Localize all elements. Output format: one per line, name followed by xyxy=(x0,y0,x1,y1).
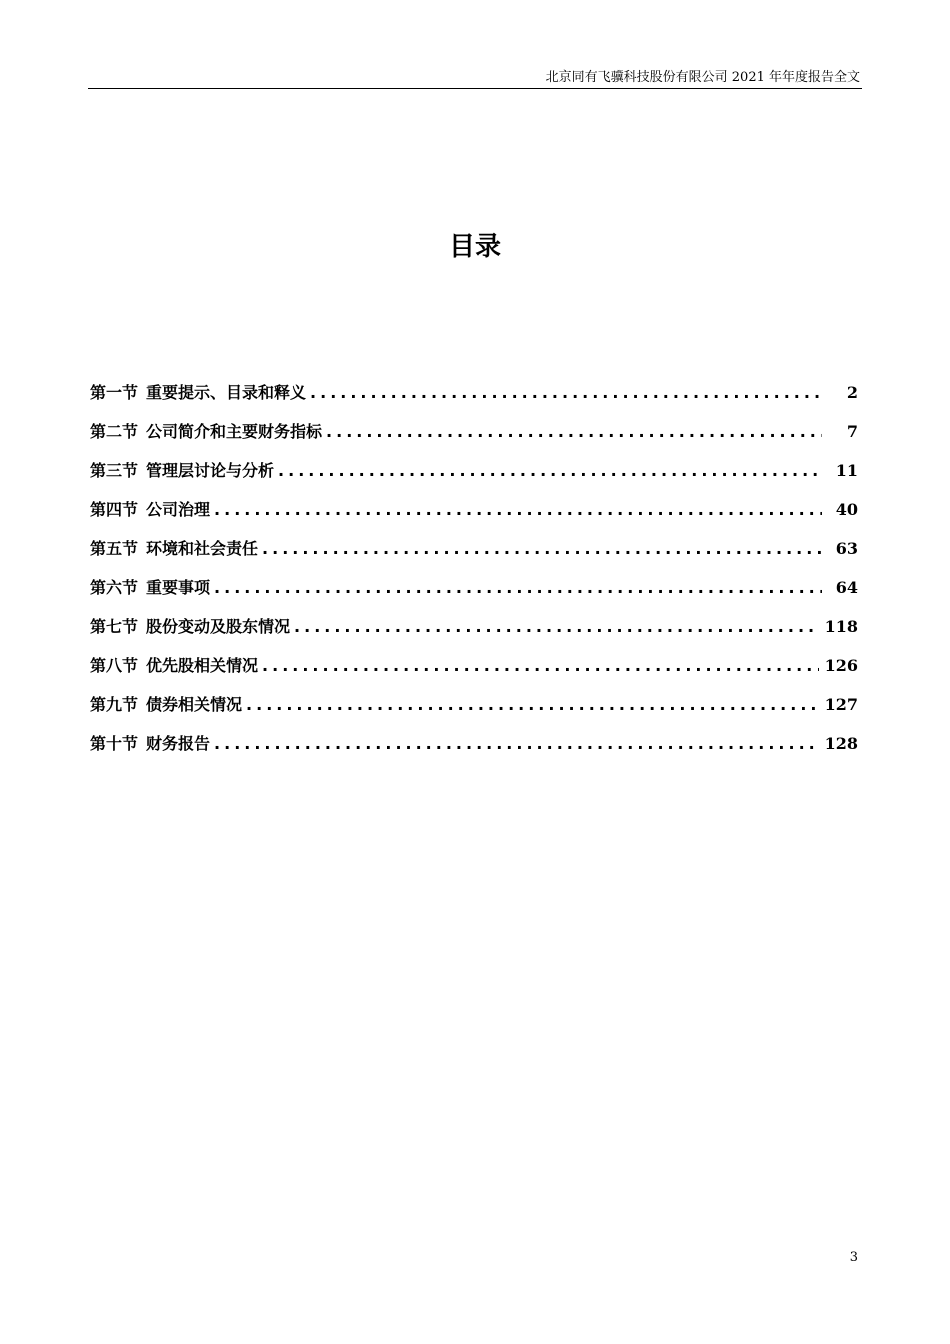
toc-section-number: 第三节 xyxy=(90,461,139,480)
toc-leader-dots xyxy=(262,539,822,558)
toc-page-number: 128 xyxy=(824,734,858,753)
document-title: 北京同有飞骥科技股份有限公司 2021 年年度报告全文 xyxy=(545,70,860,85)
header-divider xyxy=(88,88,862,89)
toc-section-number: 第一节 xyxy=(90,383,139,402)
toc-page-number: 127 xyxy=(824,695,858,714)
toc-page-number: 64 xyxy=(835,578,858,597)
toc-entry[interactable] xyxy=(90,458,858,497)
toc-leader-dots xyxy=(214,578,822,597)
toc-section-label: 环境和社会责任 xyxy=(146,539,259,558)
toc-section-number: 第二节 xyxy=(90,422,139,441)
toc-title: 目录 xyxy=(448,232,501,262)
toc-entry[interactable] xyxy=(90,380,858,419)
toc-section-label: 财务报告 xyxy=(146,734,211,753)
toc-section-number: 第四节 xyxy=(90,500,139,519)
toc-leader-dots xyxy=(214,734,819,753)
toc-section-number: 第九节 xyxy=(90,695,139,714)
toc-section-number: 第八节 xyxy=(90,656,139,675)
toc-entry[interactable] xyxy=(90,653,858,692)
toc-section-label: 股份变动及股东情况 xyxy=(146,617,291,636)
toc-section-number: 第五节 xyxy=(90,539,139,558)
toc-leader-dots xyxy=(262,656,819,675)
toc-entry[interactable] xyxy=(90,692,858,731)
toc-section-label: 重要提示、目录和释义 xyxy=(146,383,307,402)
toc-entry[interactable] xyxy=(90,575,858,614)
toc-page-number: 126 xyxy=(824,656,858,675)
toc-section-number: 第六节 xyxy=(90,578,139,597)
toc-page-number: 7 xyxy=(846,422,858,441)
toc-page-number: 40 xyxy=(835,500,858,519)
toc-leader-dots xyxy=(294,617,819,636)
table-of-contents xyxy=(90,380,858,770)
toc-section-label: 债券相关情况 xyxy=(146,695,243,714)
toc-entry[interactable] xyxy=(90,614,858,653)
toc-leader-dots xyxy=(326,422,822,441)
toc-section-number: 第七节 xyxy=(90,617,139,636)
toc-section-label: 公司治理 xyxy=(146,500,211,519)
toc-page-number: 63 xyxy=(835,539,858,558)
toc-leader-dots xyxy=(310,383,822,402)
toc-entry[interactable] xyxy=(90,536,858,575)
toc-entry[interactable] xyxy=(90,419,858,458)
toc-section-label: 重要事项 xyxy=(146,578,211,597)
toc-entry[interactable] xyxy=(90,497,858,536)
toc-section-label: 管理层讨论与分析 xyxy=(146,461,275,480)
toc-leader-dots xyxy=(214,500,822,519)
toc-section-number: 第十节 xyxy=(90,734,139,753)
toc-leader-dots xyxy=(246,695,819,714)
toc-page-number: 11 xyxy=(835,461,858,480)
toc-section-label: 公司简介和主要财务指标 xyxy=(146,422,323,441)
page-number: 3 xyxy=(849,1250,858,1265)
toc-section-label: 优先股相关情况 xyxy=(146,656,259,675)
toc-page-number: 118 xyxy=(824,617,858,636)
toc-page-number: 2 xyxy=(846,383,858,402)
toc-leader-dots xyxy=(278,461,822,480)
toc-entry[interactable] xyxy=(90,731,858,770)
